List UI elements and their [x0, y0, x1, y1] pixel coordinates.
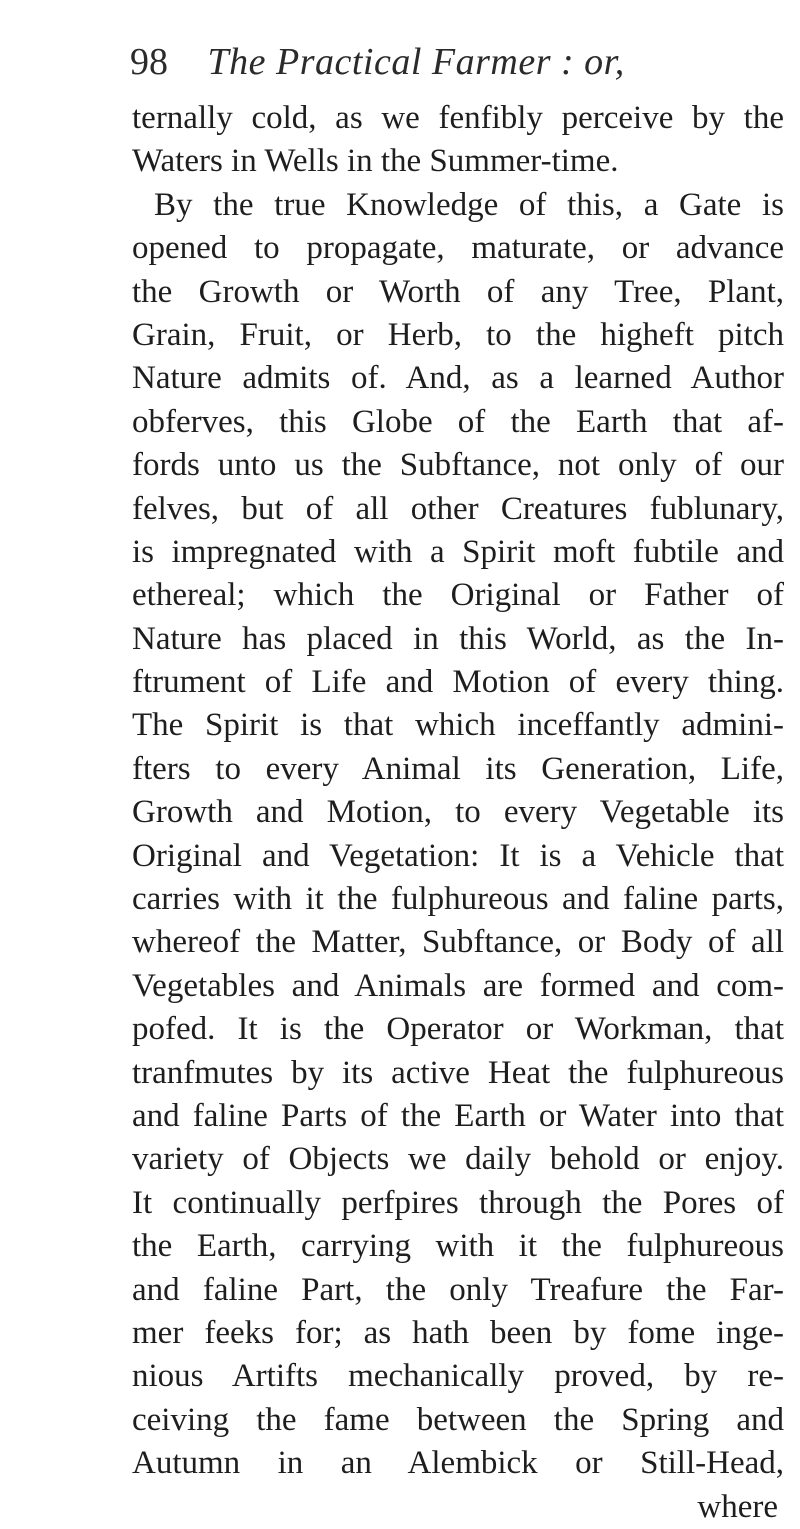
text-line: Vegetables and Animals are formed and com- — [132, 967, 784, 1004]
text-line: ftrument of Life and Motion of every thing. — [132, 664, 784, 701]
text-line: fords unto us the Subftance, not only of our — [132, 447, 784, 484]
text-line: obferves, this Globe of the Earth that af- — [132, 403, 784, 440]
text-line: Autumn in an Alembick or Still-Head, — [132, 1445, 784, 1482]
text-line: fters to every Animal its Generation, Life, — [132, 750, 784, 787]
text-line: the Growth or Worth of any Tree, Plant, — [132, 273, 784, 310]
text-line: felves, but of all other Creatures fublunary, — [132, 490, 784, 527]
body-text — [132, 97, 784, 1529]
text-line: Growth and Motion, to every Vegetable its — [132, 794, 784, 831]
text-line: pofed. It is the Operator or Workman, that — [132, 1011, 784, 1048]
text-line: Nature has placed in this World, as the In- — [132, 620, 784, 657]
text-line: Grain, Fruit, or Herb, to the higheft pitch — [132, 316, 784, 353]
text-line: Original and Vegetation: It is a Vehicle that — [132, 837, 784, 874]
text-line: nious Artifts mechanically proved, by re- — [132, 1358, 784, 1395]
text-line: variety of Objects we daily behold or enjoy. — [132, 1141, 784, 1178]
text-line: Nature admits of. And, as a learned Author — [132, 360, 784, 397]
text-line: and faline Parts of the Earth or Water into that — [132, 1097, 784, 1134]
catchword: where — [697, 1488, 778, 1525]
text-line: It continually perfpires through the Pores of — [132, 1184, 784, 1221]
text-line: opened to propagate, maturate, or advance — [132, 230, 784, 267]
text-line: carries with it the fulphureous and faline parts, — [132, 881, 784, 918]
text-line: whereof the Matter, Subftance, or Body of all — [132, 924, 784, 961]
text-line: By the true Knowledge of this, a Gate is — [154, 186, 784, 223]
page-number: 98 — [130, 41, 168, 83]
text-line: ternally cold, as we fenfibly perceive by the — [132, 100, 784, 136]
text-line: ceiving the fame between the Spring and — [132, 1401, 784, 1438]
text-line: mer feeks for; as hath been by fome inge- — [132, 1314, 784, 1351]
text-line: Waters in Wells in the Summer-time. — [132, 143, 619, 180]
text-line: the Earth, carrying with it the fulphureous — [132, 1228, 784, 1265]
running-head — [130, 32, 770, 92]
text-line: and faline Part, the only Treafure the Far- — [132, 1271, 784, 1308]
text-line: The Spirit is that which inceffantly admini- — [132, 707, 784, 744]
text-line: is impregnated with a Spirit moft fubtile and — [132, 533, 784, 570]
running-title: The Practical Farmer : or, — [207, 41, 625, 83]
text-line: tranfmutes by its active Heat the fulphureous — [132, 1054, 784, 1091]
text-line: ethereal; which the Original or Father of — [132, 577, 784, 614]
